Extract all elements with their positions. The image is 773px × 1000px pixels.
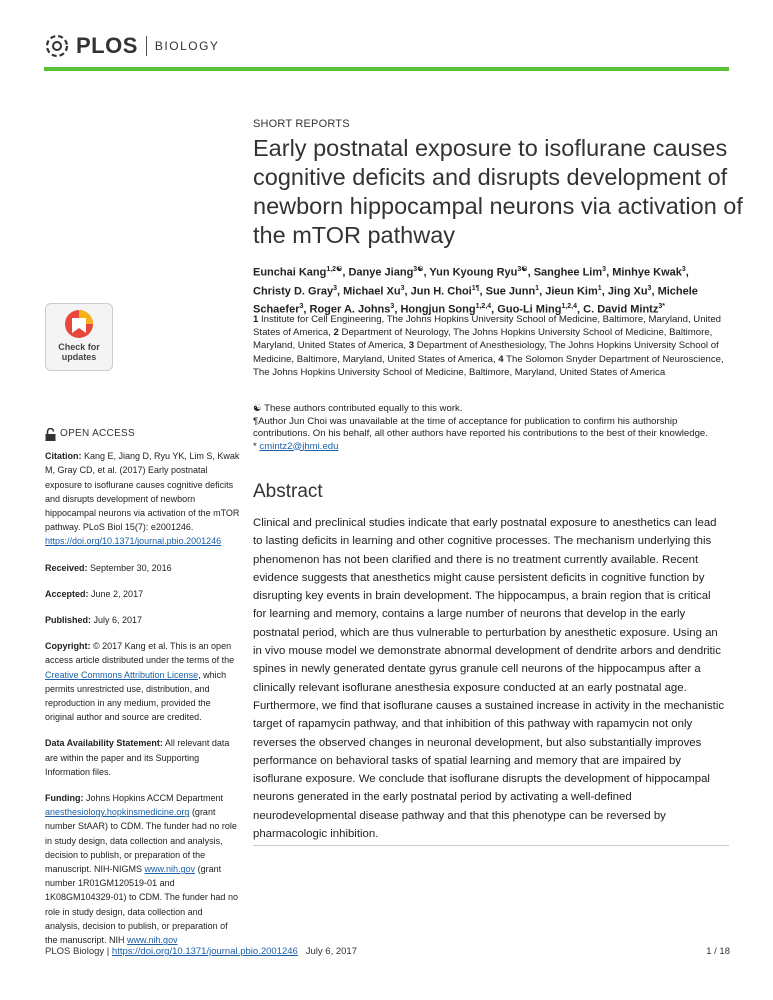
author-affiliation-marker: 1¶	[471, 284, 480, 292]
author-affiliation-marker: 3	[400, 284, 405, 292]
author-affiliation-marker: 3	[602, 266, 607, 273]
open-lock-icon	[45, 428, 56, 441]
funding-block	[45, 791, 240, 947]
author-affiliation-marker: 1,2☯	[326, 266, 343, 273]
affiliations	[253, 313, 728, 379]
author-name: Hongjun Song	[400, 303, 476, 316]
author-name: Sue Junn	[485, 285, 536, 298]
author-notes	[253, 403, 728, 453]
citation-doi-link[interactable]: https://doi.org/10.1371/journal.pbio.2001246	[45, 536, 222, 547]
affiliation-number: 3	[408, 340, 415, 352]
data-availability-block	[45, 736, 240, 779]
copyright-text-tail: , which permits unrestricted use, distribution, and reproduction in any medium, provided the original author and source are credited.	[45, 669, 227, 723]
copyright-block	[45, 639, 240, 724]
author-affiliation-marker: 1	[535, 284, 540, 292]
footer-date: July 6, 2017	[305, 946, 357, 957]
funding-link-1[interactable]: anesthesiology.hopkinsmedicine.org	[45, 807, 190, 818]
check-updates-label: Check for updates	[58, 342, 100, 362]
author-affiliation-marker: 1,2,4	[561, 303, 578, 311]
footer-journal: PLOS Biology	[45, 946, 105, 957]
article-section: SHORT REPORTS	[253, 118, 350, 130]
corresponding-author	[253, 441, 728, 454]
journal-name: BIOLOGY	[154, 39, 220, 53]
funding-text-3: (grant number 1R01GM120519-01 and 1K08GM104329-01) to CDM. The funder had no role in study design, data collection and analysis, decision to publish, or preparation of the manuscript. NIH	[45, 864, 238, 946]
check-for-updates-badge[interactable]	[45, 303, 113, 371]
abstract-divider	[253, 845, 729, 846]
received-block	[45, 561, 240, 575]
brand-name: PLOS	[76, 33, 138, 58]
author-affiliation-marker: 1	[597, 284, 602, 292]
logo-divider	[146, 36, 147, 56]
bookmark-ribbon-icon	[63, 308, 95, 340]
author-affiliation-marker: 1,2,4	[475, 303, 492, 311]
author-affiliation-marker: 3	[681, 266, 686, 273]
author-affiliation-marker: 3	[390, 303, 395, 311]
author-affiliation-marker: 3*	[658, 303, 665, 311]
author-name: Michele Schaefer	[253, 285, 698, 316]
author-name: Minhye Kwak	[612, 266, 682, 279]
author-name: Sanghee Lim	[533, 266, 603, 279]
copyright-text: © 2017 Kang et al. This is an open access article distributed under the terms of the	[45, 641, 235, 666]
affiliation-text: Department of Neurology, The Johns Hopkins University School of Medicine, Baltimore, Maryland, United States of America,	[253, 327, 713, 352]
funding-link-3[interactable]: www.nih.gov	[127, 935, 178, 946]
copyright-key: Copyright:	[45, 641, 91, 652]
author-name: Michael Xu	[343, 285, 401, 298]
author-name: Eunchai Kang	[253, 266, 327, 279]
author-name: Jing Xu	[607, 285, 648, 298]
data-availability-key: Data Availability Statement:	[45, 738, 163, 749]
affiliation-text: Institute for Cell Engineering, The Johns Hopkins University School of Medicine, Baltimore, Maryland, United States of America,	[253, 314, 722, 339]
author-name: Danye Jiang	[348, 266, 414, 279]
footer-doi-link[interactable]: https://doi.org/10.1371/journal.pbio.2001246	[111, 946, 298, 957]
author-affiliation-marker: 3	[647, 284, 652, 292]
received-date: September 30, 2016	[90, 562, 172, 573]
published-block	[45, 613, 240, 627]
article-info-sidebar	[45, 427, 240, 959]
page-footer: PLOS Biology | https://doi.org/10.1371/journal.pbio.2001246 July 6, 2017	[45, 946, 357, 957]
author-status-note: ¶Author Jun Choi was unavailable at the time of acceptance for publication to confirm his authorship contributions. On his behalf, all other authors have reported his contributions to the best of their knowledge.	[253, 415, 708, 439]
affiliation-text: The Solomon Snyder Department of Neuroscience, The Johns Hopkins University School of Medicine, Baltimore, Maryland, United States of America	[253, 353, 724, 378]
abstract-heading: Abstract	[253, 481, 323, 502]
abstract-body: Clinical and preclinical studies indicate that early postnatal exposure to anesthetics can lead to lasting deficits in learning and other cognitive processes. The mechanism underlying this phenomenon has not been clarified and there is no treatment currently available. Recent evidence suggests that anesthetics might cause persistent deficits in cognitive function by disrupting key events in brain development. The hippocampus, a brain region that is critical for learning and memory, contains a large number of neurons that develop in the early postnatal period, which are thus vulnerable to perturbation by anesthetic exposure. Using an in vivo mouse model we demonstrate abnormal development of dendrite arbors and dendritic spines in newly generated dentate gyrus granule cell neurons of the hippocampus after a clinically relevant isoflurane anesthesia exposure conducted at an early postnatal age. Furthermore, we find that isoflurane causes a sustained increase in activity in the mechanistic target of rapamycin pathway, and that inhibition of this pathway with rapamycin not only reverses the observed changes in neuronal development, but also substantially improves performance on behavioral tasks of spatial learning and memory that are impaired by isoflurane exposure. We conclude that isoflurane disrupts the development of hippocampal neurons generated in the early postnatal period by activating a well-defined neurodevelopmental disease pathway and that this phenotype can be reversed by pharmacologic inhibition.	[253, 517, 725, 841]
accepted-key: Accepted:	[45, 588, 89, 599]
citation-key: Citation:	[45, 451, 82, 462]
open-access-label: OPEN ACCESS	[60, 428, 135, 439]
equal-contribution-note: ☯ These authors contributed equally to this work.	[253, 403, 463, 414]
author-affiliation-marker: 3	[299, 303, 304, 311]
license-link[interactable]: Creative Commons Attribution License	[45, 669, 199, 680]
citation-text: Kang E, Jiang D, Ryu YK, Lim S, Kwak M, Gray CD, et al. (2017) Early postnatal exposure to isoflurane causes cognitive deficits and disrupts development of newborn hippocampal neurons via activation of the mTOR pathway. PLoS Biol 15(7): e2001246.	[45, 451, 240, 533]
plos-logo	[44, 33, 219, 59]
funding-key: Funding:	[45, 793, 84, 804]
affiliation-number: 4	[498, 353, 504, 365]
affiliation-text: Department of Anesthesiology, The Johns Hopkins University School of Medicine, Baltimore, Maryland, United States of America,	[253, 340, 719, 365]
author-name: Roger A. Johns	[309, 303, 391, 316]
corresponding-email-link[interactable]: cmintz2@jhmi.edu	[259, 440, 339, 452]
published-key: Published:	[45, 615, 92, 626]
corresponding-marker: *	[253, 440, 257, 452]
author-name: C. David Mintz	[583, 303, 659, 316]
plos-swirl-icon	[44, 33, 70, 59]
affiliation-number: 1	[253, 314, 259, 325]
data-availability-text: All relevant data are within the paper and its Supporting Information files.	[45, 738, 230, 777]
author-name: Guo-Li Ming	[497, 303, 562, 316]
funding-text-2: (grant number StAAR) to CDM. The funder had no role in study design, data collection and analysis, decision to publish, or preparation of the manuscript. NIH-NIGMS	[45, 807, 237, 875]
published-date: July 6, 2017	[93, 615, 143, 626]
affiliation-number: 2	[333, 327, 339, 339]
page-number: 1 / 18	[706, 946, 730, 957]
accepted-block	[45, 587, 240, 601]
author-name: Jieun Kim	[545, 285, 598, 298]
citation-block	[45, 449, 240, 548]
author-affiliation-marker: 3	[333, 284, 337, 292]
author-name: Christy D. Gray	[253, 285, 334, 298]
author-name: Jun H. Choi	[410, 285, 472, 298]
header-accent-bar	[44, 67, 729, 71]
received-key: Received:	[45, 562, 88, 573]
article-title: Early postnatal exposure to isoflurane causes cognitive deficits and disrupts development of newborn hippocampal neurons via activation of the mTOR pathway	[253, 135, 743, 248]
author-list: Eunchai Kang$^{1,2☯}$, Danye Jiang$^{3☯}$, Yun Kyoung Ryu$^{3☯}$, Sanghee Lim$^3$, Minhye Kwak$^3$, Christy D. Gray$^3$, Michael Xu$^3$, Jun H. Choi$^{1\P}$, Sue Junn$^1$, Jieun Kim$^1$, Jing Xu$^3$, Michele Schaefer$^3$, Roger A. Johns$^3$, Hongjun Song$^{1,2,4}$, Guo-Li Ming$^{1,2,4}$, C. David Mintz$^{3*}$	[253, 266, 698, 316]
author-affiliation-marker: 3☯	[413, 266, 424, 273]
open-access-row	[45, 427, 240, 441]
funding-text-1: Johns Hopkins ACCM Department	[86, 793, 224, 804]
author-affiliation-marker: 3☯	[517, 266, 528, 273]
accepted-date: June 2, 2017	[91, 588, 144, 599]
author-name: Yun Kyoung Ryu	[429, 266, 518, 279]
funding-link-2[interactable]: www.nih.gov	[144, 864, 196, 875]
